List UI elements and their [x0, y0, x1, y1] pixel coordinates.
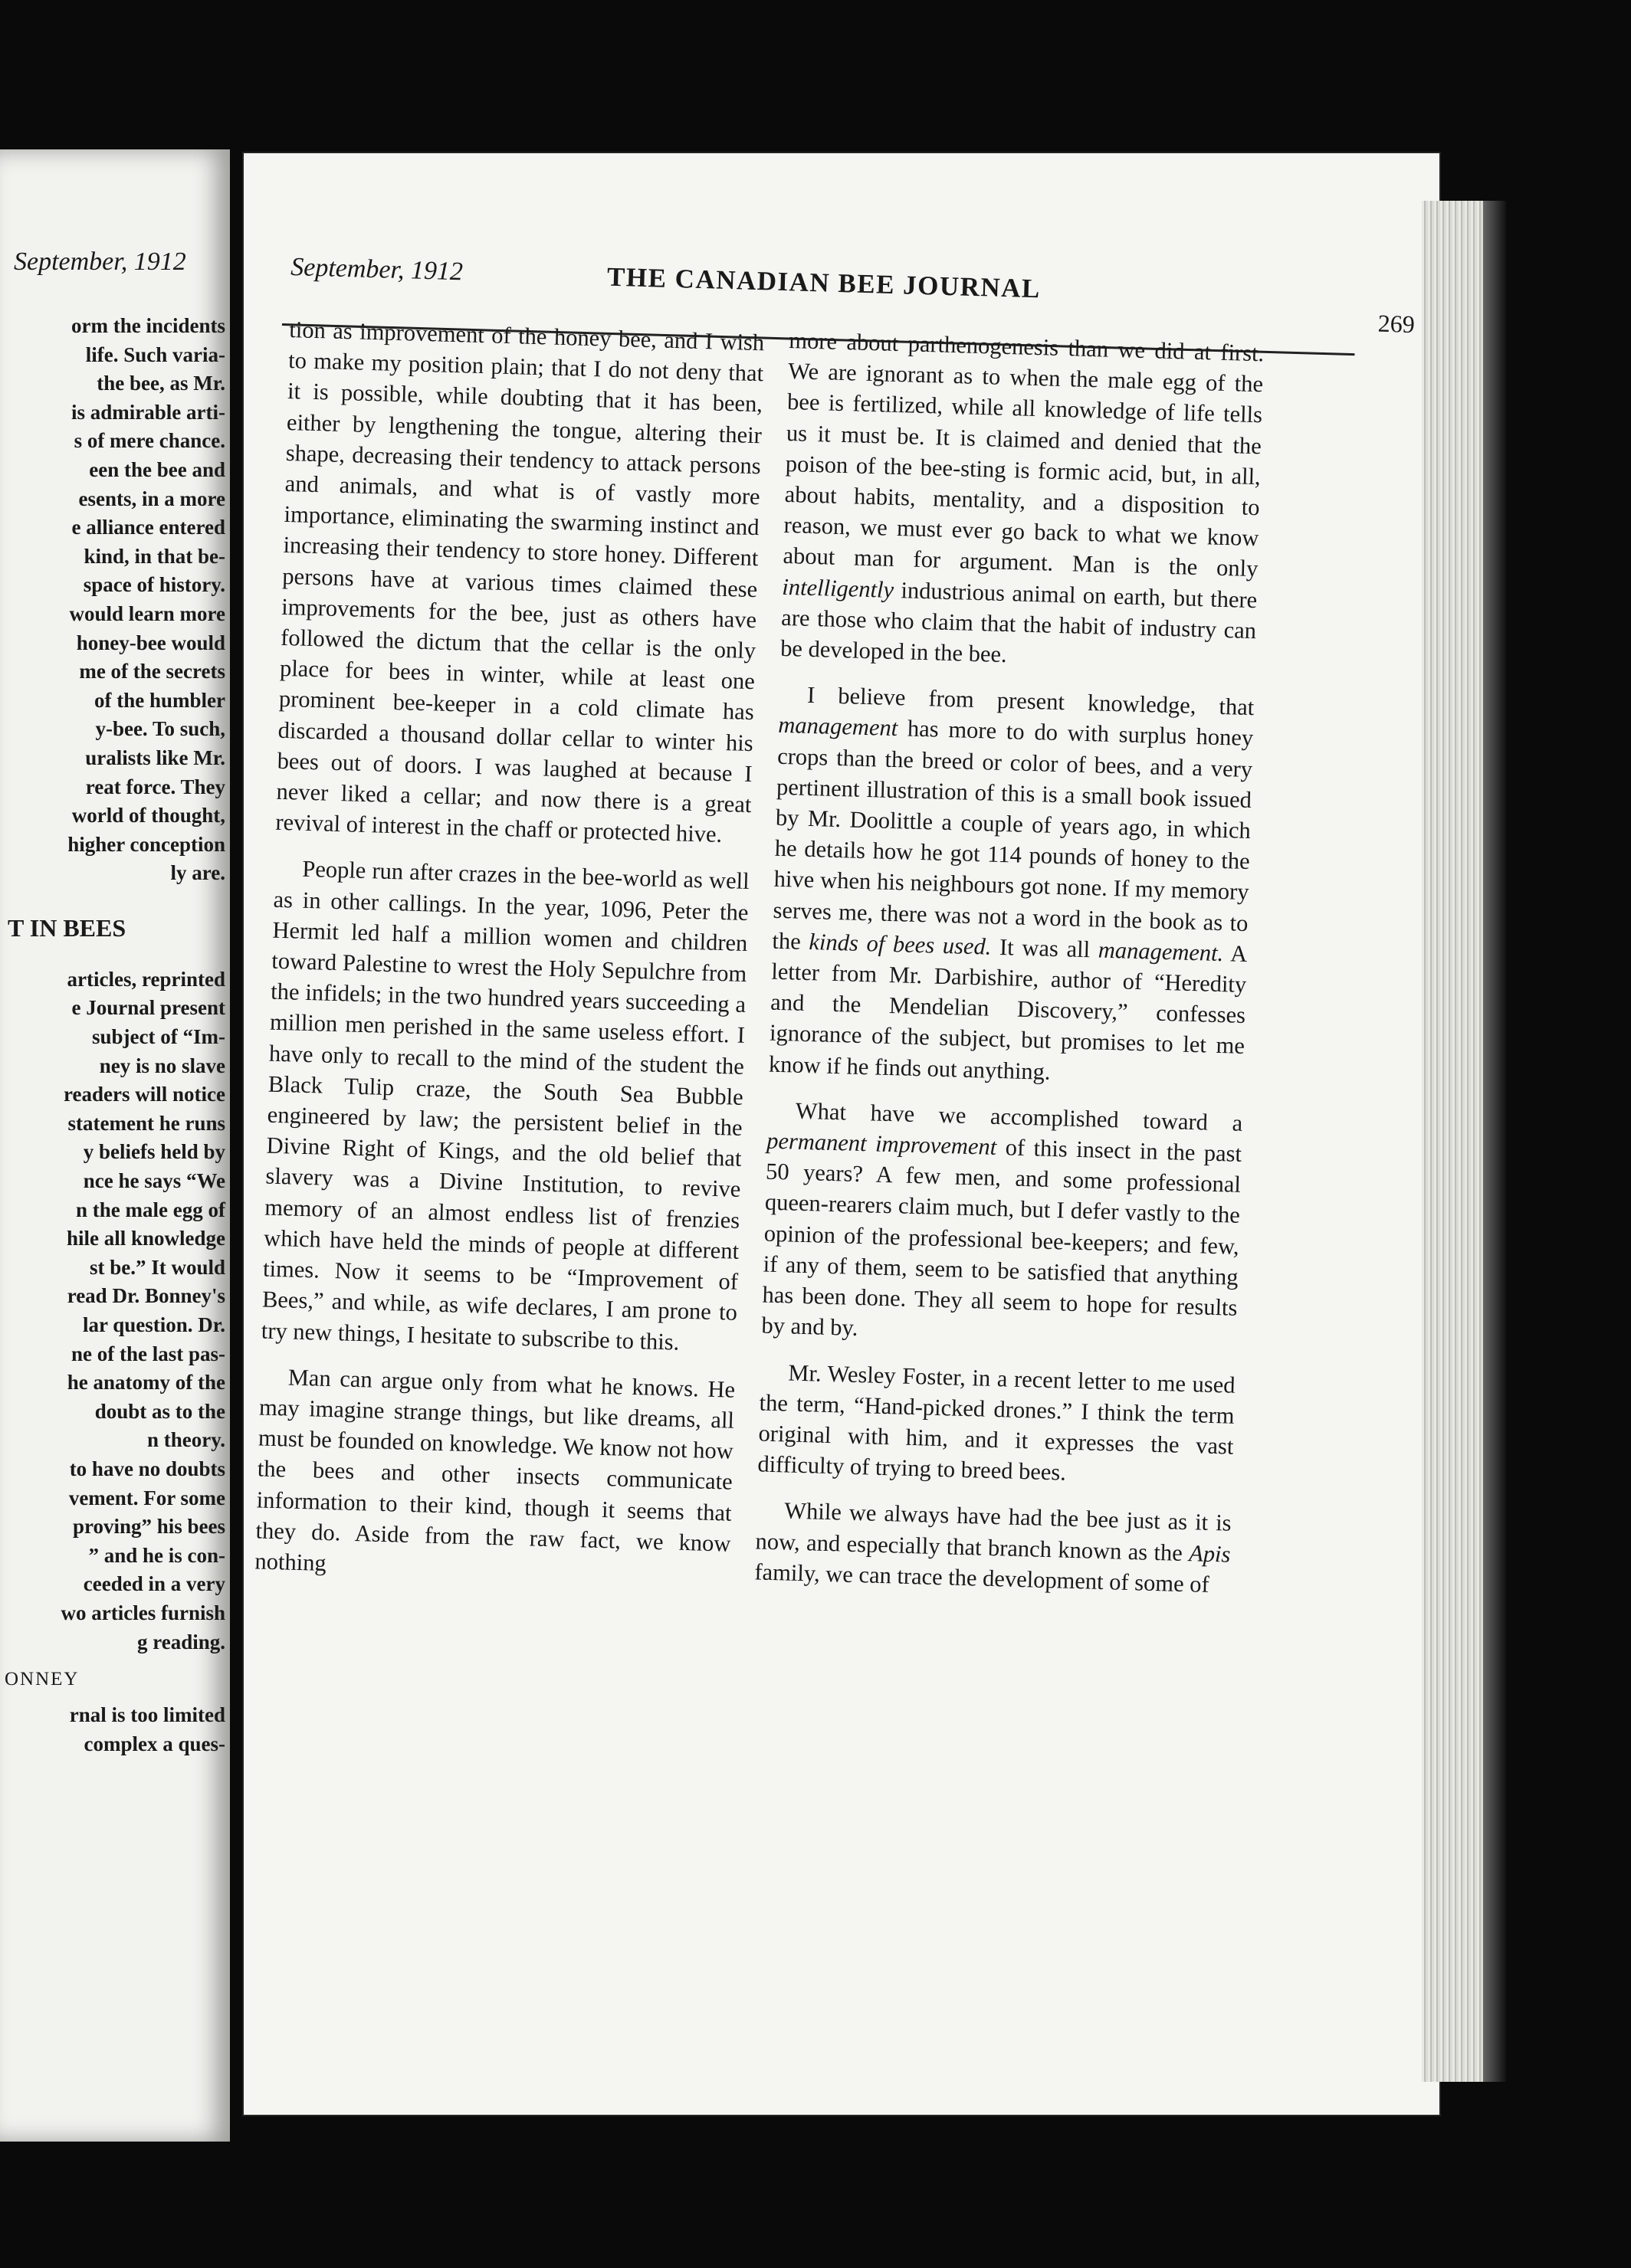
previous-page-line: the bee, as Mr. [97, 372, 225, 395]
previous-page-line: rnal is too limited [69, 1703, 225, 1727]
previous-page-line: higher conception [67, 832, 225, 856]
previous-page-line: ” and he is con- [88, 1543, 225, 1567]
previous-page-line: he anatomy of the [67, 1371, 225, 1395]
previous-page-line: ney is no slave [99, 1054, 225, 1077]
previous-page-line: honey-bee would [76, 631, 225, 654]
book-page-edges [1422, 201, 1487, 2082]
previous-page-line: to have no doubts [69, 1457, 225, 1480]
previous-page-text [3, 312, 225, 1758]
previous-page-line: proving” his bees [72, 1515, 225, 1539]
emphasis: kinds of bees used. [809, 928, 992, 960]
previous-page-line: n theory. [146, 1428, 225, 1452]
previous-page-line: of the humbler [94, 688, 225, 712]
previous-page-signature: ONNEY [5, 1669, 80, 1690]
previous-page-line: een the bee and [89, 457, 225, 481]
previous-page-header-date: September, 1912 [14, 247, 186, 276]
previous-page-line: life. Such varia- [85, 342, 225, 366]
previous-page-line: ly are. [170, 861, 225, 885]
previous-page-line: g reading. [136, 1630, 225, 1653]
paragraph: tion as improvement of the honey bee, and I wish to make my position plain; that I do not deny that it is possible, while doubting that it has been, either by lengthening the tongue, altering their shape, decreasing their tendency to attack persons and animals, and what is of vastly more importance, eliminating the swarming instinct and increasing their tendency to store honey. Different persons have at various times claimed these improvements for the bee, just as others have followed the dictum that the cellar is the only place for bees in winter, while at least one prominent bee-keeper in a cold climate has discarded a thousand dollar cellar to winter his bees out of doors. I was laughed at because I never liked a cellar; and now there is a great revival of interest in the chaff or protected hive. [275, 316, 765, 848]
previous-page-line: s of mere chance. [74, 429, 225, 453]
previous-page-line: is admirable arti- [71, 400, 225, 424]
emphasis: intelligently [781, 573, 894, 603]
previous-page-line: lar question. Dr. [82, 1313, 225, 1336]
previous-page-line: readers will notice [64, 1083, 225, 1106]
previous-page-line: nce he says “We [83, 1169, 225, 1193]
journal-title: THE CANADIAN BEE JOURNAL [606, 261, 1042, 304]
emphasis: management. [1098, 936, 1224, 966]
previous-page-line: vement. For some [68, 1486, 225, 1509]
previous-page-line: read Dr. Bonney's [67, 1284, 225, 1308]
journal-page [244, 153, 1439, 2115]
running-head [288, 248, 1416, 339]
previous-page-line: st be.” It would [89, 1255, 225, 1279]
previous-page-line: subject of “Im- [92, 1025, 225, 1049]
emphasis: permanent improvement [766, 1127, 997, 1161]
paragraph: While we always have had the bee just as it is now, and especially that branch known as the Apis family, we can trace the development of some of [754, 1497, 1232, 1598]
paragraph: Man can argue only from what he knows. He may imagine strange things, but like dreams, all must be founded on knowledge. We know not how the bees and other insects communicate information to their kind, though it seems that they do. Aside from the raw fact, we know nothing [254, 1364, 736, 1576]
book-edge-shadow [1483, 201, 1506, 2082]
previous-page-line: e Journal present [71, 996, 225, 1020]
previous-page-line: uralists like Mr. [85, 746, 225, 769]
previous-page-line: kind, in that be- [84, 544, 225, 568]
previous-page-line: world of thought, [71, 804, 225, 828]
previous-page-line: space of history. [83, 573, 225, 597]
emphasis: Apis [1188, 1539, 1231, 1568]
previous-page-line: n the male egg of [76, 1198, 225, 1221]
previous-page-line: hile all knowledge [66, 1227, 225, 1250]
paragraph: People run after crazes in the bee-world as well as in other callings. In the year, 1096, Peter the Hermit led half a million women and children toward Palestine to wrest the Holy Sepulchre from the infidels; in the two hundred years succeeding a million men perished in the same useless effort. I have only to recall to the mind of the student the Black Tulip craze, the South Sea Bubble engineered by law; the persistent belief in the Divine Right of Kings, and the old belief that slavery was a Divine Institution, to revive memory of an almost endless list of frenzies which have held the minds of people at different times. Now it seems to be “Improvement of Bees,” and while, as wife declares, I am prone to try new things, I hesitate to subscribe to this. [261, 856, 750, 1355]
previous-page-line: would learn more [69, 601, 225, 625]
previous-page-line: y beliefs held by [83, 1140, 225, 1164]
previous-page-line: wo articles furnish [61, 1601, 225, 1624]
paragraph: more about parthenogenesis than we did at first. We are ignorant as to when the male egg of the bee is fertilized, while all knowledge of life tells us it must be. It is claimed and denied that the poison of the bee-sting is formic acid, but, in all, about habits, mentality, and a disposition to reason, we must ever go back to what we know about man for argument. Man is the only intelligently industrious animal on earth, but there are those who claim that the habit of industry can be developed in the bee. [779, 326, 1265, 668]
emphasis: management [777, 712, 898, 742]
previous-page-line: me of the secrets [79, 660, 225, 683]
previous-page-heading: T IN BEES [8, 913, 126, 942]
previous-page-line: statement he runs [67, 1111, 225, 1135]
paragraph: I believe from present knowledge, that management has more to do with surplus honey crops than the breed or color of bees, and a very pertinent illustration of this is a small book issued by Mr. Doolittle a couple of years ago, in which he details how he got 114 pounds of honey to the hive when his neighbours got none. If my memory serves me, there was not a word in the book as to the kinds of bees used. It was all management. A letter from Mr. Darbishire, author of “Heredity and the Mendelian Discovery,” confesses ignorance of the subject, but promises to let me know if he finds out anything. [768, 682, 1255, 1085]
previous-page-line: y-bee. To such, [95, 717, 225, 741]
previous-page-line: reat force. They [85, 775, 225, 798]
previous-page-line: doubt as to the [94, 1399, 225, 1423]
paragraph: Mr. Wesley Foster, in a recent letter to me used the term, “Hand-picked drones.” I think the term original with him, and it expresses the vast difficulty of trying to breed bees. [757, 1359, 1236, 1486]
previous-page-line: articles, reprinted [67, 967, 225, 991]
right-column [753, 325, 1264, 1616]
previous-page-line: orm the incidents [71, 314, 225, 337]
previous-page-line: esents, in a more [78, 487, 225, 510]
left-column [254, 314, 764, 1605]
previous-page-fragment [0, 149, 230, 2142]
previous-page-line: e alliance entered [71, 516, 225, 539]
previous-page-line: ne of the last pas- [71, 1342, 225, 1365]
previous-page-line: complex a ques- [84, 1732, 225, 1755]
paragraph: What have we accomplished toward a permanent improvement of this insect in the past 50 years? A few men, and some professional queen-rearers claim much, but I defer vastly to the opinion of the professional bee-keepers; and few, if any of them, seem to be satisfied that anything has been done. They all seem to hope for results by and by. [761, 1097, 1243, 1342]
header-date: September, 1912 [290, 253, 464, 287]
previous-page-line: ceeded in a very [83, 1572, 225, 1596]
page-number: 269 [1377, 309, 1416, 339]
